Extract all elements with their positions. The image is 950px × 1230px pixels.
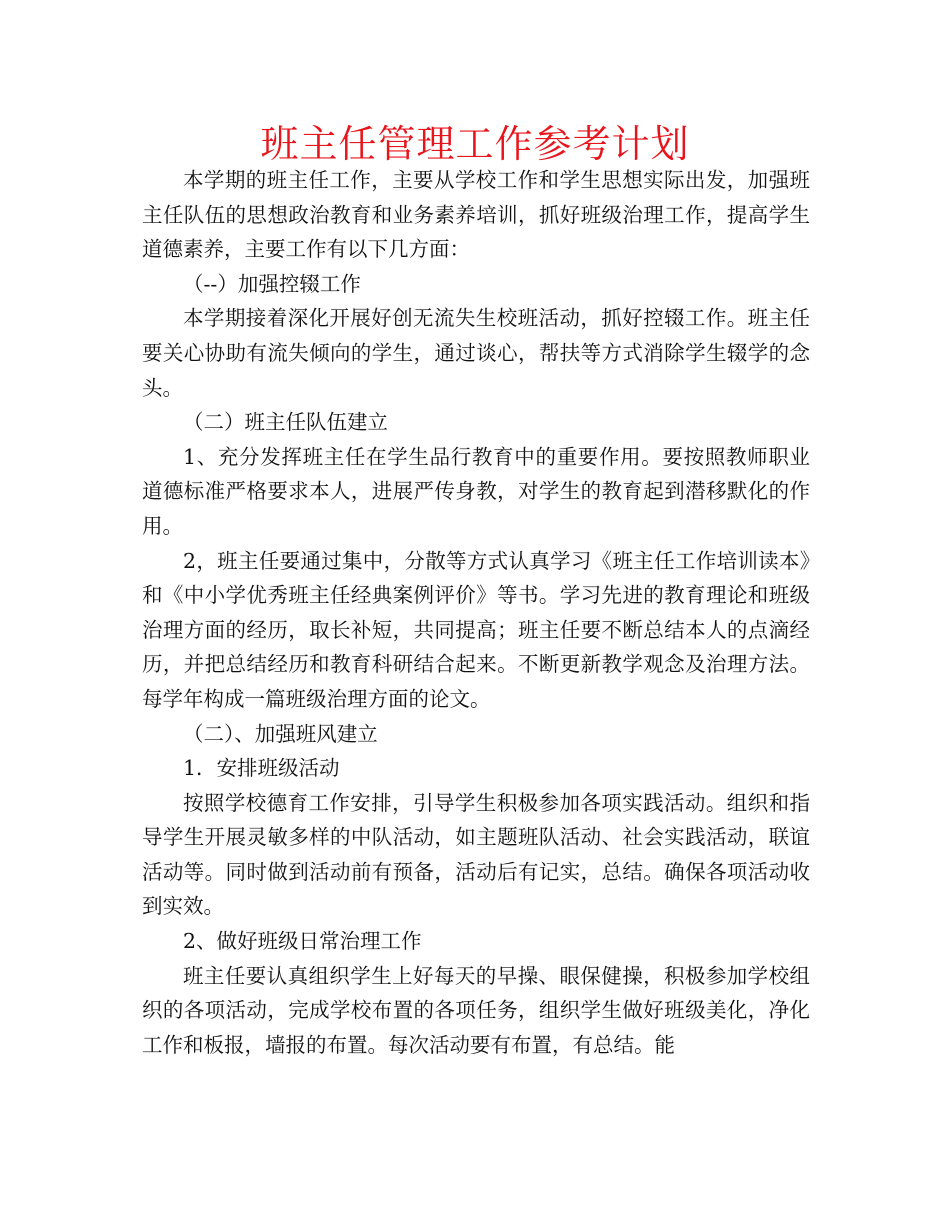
dropout-control-paragraph: 本学期接着深化开展好创无流失生校班活动，抓好控辍工作。班主任要关心协助有流失倾向的学生，通过谈心，帮扶等方式消除学生辍学的念头。 <box>142 306 810 400</box>
document-title: 班主任管理工作参考计划 <box>260 122 690 166</box>
class-activities-paragraph: 按照学校德育工作安排，引导学生积极参加各项实践活动。组织和指导学生开展灵敏多样的中队活动，如主题班队活动、社会实践活动，联谊活动等。同时做到活动前有预备，活动后有记实，总结。确保各项活动收到实效。 <box>142 790 810 919</box>
daily-management-paragraph: 班主任要认真组织学生上好每天的早操、眼保健操，积极参加学校组织的各项活动，完成学校布置的各项任务，组织学生做好班级美化，净化工作和板报，墙报的布置。每次活动要有布置，有总结。能 <box>142 963 810 1057</box>
section-heading-teacher-team: （二）班主任队伍建立 <box>183 410 388 435</box>
section-heading-dropout-control: （--）加强控辍工作 <box>183 271 361 296</box>
teacher-team-paragraph-2: 2，班主任要通过集中，分散等方式认真学习《班主任工作培训读本》和《中小学优秀班主任经典案例评价》等书。学习先进的教育理论和班级治理方面的经历，取长补短，共同提高；班主任要不断总结本人的点滴经历，并把总结经历和教育科研结合起来。不断更新教学观念及治理方法。每学年构成一篇班级治理方面的论文。 <box>142 548 810 711</box>
section-heading-class-culture: （二）、加强班风建立 <box>183 721 378 746</box>
teacher-team-paragraph-1: 1、充分发挥班主任在学生品行教育中的重要作用。要按照教师职业道德标准严格要求本人，进展严传身教，对学生的教育起到潜移默化的作用。 <box>142 444 810 538</box>
document-body <box>142 163 810 1062</box>
subheading-daily-management: 2、做好班级日常治理工作 <box>183 929 422 954</box>
subheading-class-activities: 1．安排班级活动 <box>183 756 340 781</box>
intro-paragraph: 本学期的班主任工作，主要从学校工作和学生思想实际出发，加强班主任队伍的思想政治教育和业务素养培训，抓好班级治理工作，提高学生道德素养，主要工作有以下几方面： <box>142 168 810 262</box>
